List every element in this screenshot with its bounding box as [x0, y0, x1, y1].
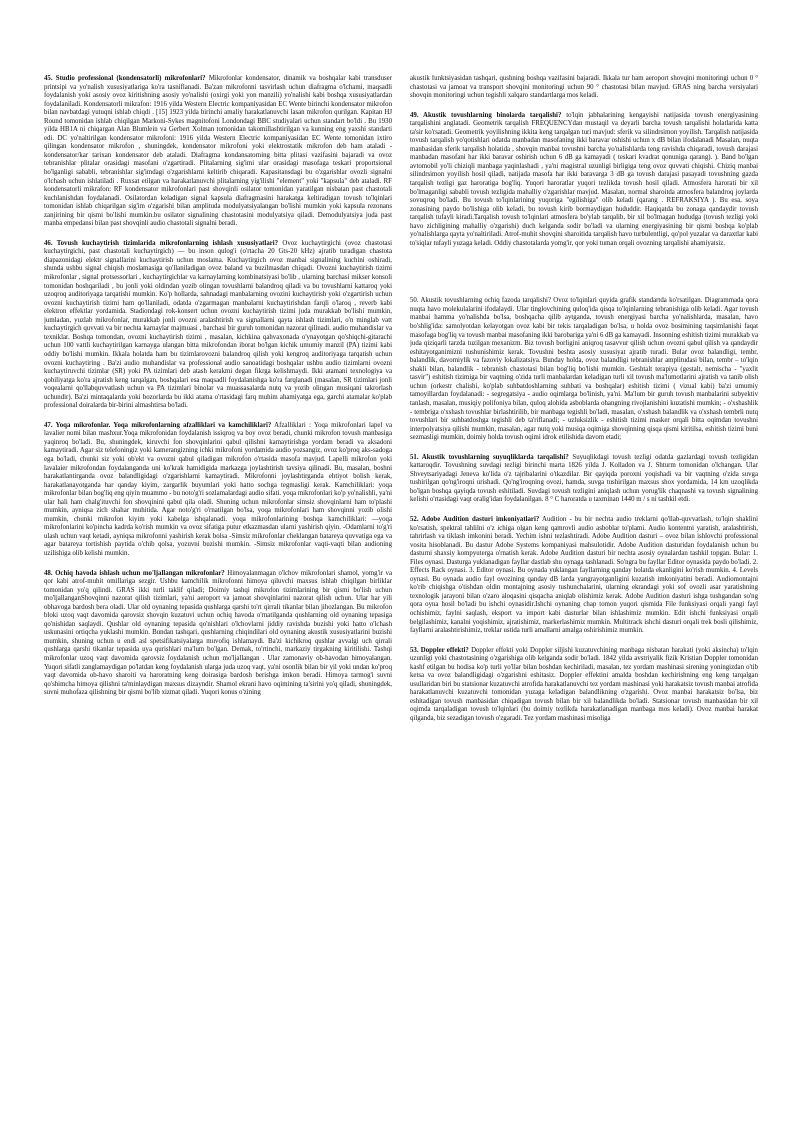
- entry-47-title: 47. Yoqa mikrofonlar. Yoqa mikrofonlarning afzalliklari va kamchiliklari?: [44, 421, 272, 429]
- entry-45-body: Mikrofonlar kondensator, dinamik va boshqalar kabi transduser printsipi va yo'nalish xususiyatlariga ko'ra tasniflanadi. Ba'zan mikrofonni tasvirlash uchun diafragma o'lchami, maqsadli foydalanish yoki asosiy ovoz kiritishning asosiy yo'nalishi (oxirgi yoki yon manzili) yo'nalishi kabi boshqa xususiyatlardan foydalaniladi. Kondensatorli mikrafon: 1916 yilda Western Electric kompaniyasidan EC Wente birinchi kondensator mikrofon bilan navbatdagi yutuqni ishlab chiqdi . [15] 1923 yilda birinchi amaliy harakatlanuvchi lasan mikrofon qurilgan. Kapitan HJ Round tomonidan ishlab chiqilgan Markoni-Sykes magnitofoni Londondagi BBC studiyalari uchun standart bo'ldi . Bu 1930 yilda HB1A ni chiqargan Alan Blumlein va Gerbert Xolman tomonidan takomillashtirilgan va kunning eng yaxshi standarti edi. DC yo'naltirilgan kondensator mikrofoni: 1916 yilda Western Electric kompaniyasidan EC Wente tomonidan ixtiro qilingan kondensator mikrofon , shuningdek, kondensator mikrofoni yoki elektrostatik mikrofon deb ham ataladi - kondensator/kar tarixan kondensator deb ataladi. Diafragma kondansatorning bitta plitasi vazifasini bajaradi va ovoz tebranishlar plitalar orasidagi masofani o'zgartiradi. Plitalarning sig'imi ular orasidagi masofaga teskari proportsional bo'lganligi sababli, tebranishlar sig'imdagi o'zgarishlarni keltirib chiqaradi. Kapasitansdagi bu o'zgarishlar ovozli signalni o'lchash uchun ishlatiladi . Ruxsat etilgan va harakatlanuvchi plitalarning yig'ilishi "element" yoki "kapsula" deb ataladi. RF kondensatorli mikrafon: RF kondensator mikrofonlari past shovqinli osilator tomonidan yaratilgan nisbatan past chastotali kuchlanishdan foydalanadi. Osilatordan keladigan signal kapsula diafragmasini harakatga keltiradigan tovush to'lqinlari tomonidan ishlab chiqarilgan sig'im o'zgarishi bilan amplituda modulyatsiyalangan bo'lishi mumkin yoki kapsula rezonans zanjirining bir qismi bo'lishi mumkin.bu osilator signalining chastotasini modulyatsiya qiladi. Demodulyatsiya juda past manba empedansi bilan past shovqinli audio chastotali signalni beradi.: [44, 75, 392, 228]
- entry-51-title: 51. Akustik tovushlarning suyuqliklarda tarqalishi?: [410, 453, 569, 461]
- entry-53: [410, 647, 758, 724]
- entry-51-body: Suyuqlikdagi tovush tezligi odatda gazlardagi tovush tezligidan kattaroqdir. Tovushning suvdagi tezligi birinchi marta 1826 yilda J. Kolladon va J. Shturm tomonidan o'lchangan. Ular Shveytsariyadagi Jeneva ko'lida o'z tajribalarini o'tkazdilar. Bir qayiqda poroxni yoqishadi va bir vaqtning o'zida suvga tushirilgan qo'ng'iroqni urishadi. Qo'ng'iroqning ovozi, hamda, suvga tushirilgan maxsus shox yordamida, 14 km uzoqlikda bo'lgan boshqa qayiqda tovush eshitiladi. Suvdagi tovush tezligini aniqlash uchun yorug'lik chaqnashi va tovush signalining kelishi o'rtasidagi vaqt oralig'idan foydalanilgan. 8 ° C haroratda u taxminan 1440 m / s ni tashkil etdi.: [410, 453, 758, 504]
- entry-51: [410, 454, 758, 505]
- entry-52-title: 52. Adobe Audition dasturi imkoniyatlari?: [410, 515, 540, 523]
- entry-48-continued: [410, 75, 758, 101]
- entry-45: [44, 75, 392, 229]
- entry-49-body: to'lqin jabhalarining kengayishi natijasida tovush energiyasining tarqalishini anglatadi. Geometrik tarqalish FREQUENCYdan mustaqil va deyarli barcha tovush tarqalishi holatlarida katta ta'sir ko'rsatadi. Geometrik yoyilishning ikkita keng tarqalgan turi mavjud: sferik va silindrsimon yoyilish. Tarqalish natijasida tovush tarqalish yo'qotishlari odatda manbadan masofaning ikki baravar oshishi uchun x dB bilan ifodalanadi Masalan, nuqta manbasidan sferik tarqalish holatida , shovqin manbai tovushni barcha yo'nalishlarda teng ravishda chiqaradi, tovush darajasi manbadan masofani har ikki baravar oshirish uchun 6 dB ga kamayadi ( teskari kvadrat qonuniga qarang). ). Band bo'lgan avtomobil yo'li chiziqli manbaga yaqinlashadi , ya'ni magistral uzunligi birligiga teng ovoz quvvati chiqishi. Chiziq manbai silindrsimon yoyilish hosil qiladi, natijada masofa har ikki baravarga 3 dB ga tovush darajasi pasayadi tovushning gazda tarqalish tezligi gaz haroratiga bog'liq. Yuqori haroratlar yuqori tezlikda tovush hosil qiladi. Atmosfera harorati bir xil bo'lmaganligi sababli tovush tezligida mahalliy o'zgarishlar mavjud. Masalan, normal sharoitda atmosfera balandroq joylarda sovuqroq bo'ladi. Bu tovush to'lqinlarining yuqoriga "egilishiga" olib keladi (qarang . REFRAKSIYA ). Bu esa, soya zonasining paydo bo'lishiga olib keladi, bu tovush kirib bormaydigan hududdir. Haqiqatda bu zonaga qandaydir tovush tarqalish tufayli kiradi.Tarqalish tovush to'lqinlari atmosfera bo'ylab tarqalib, bir xil bo'lmagan hududga (tovush tezligi yoki havo zichligining mahalliy o'zgarishi) duch kelganda sodir bo'ladi va ularning energiyasining bir qismi boshqa ko'plab yo'nalishlarga qayta yo'naltiriladi. Atrof-muhit shovqini sharoitida tarqalish havo turbulentligi, qo'pol yuzalar va daraxtlar kabi to'siqlar tufayli yuzaga keladi. Oddiy chastotalarda yomg'ir, qor yoki tuman orqali ovozning tarqalishi ahamiyatsiz.: [410, 111, 758, 247]
- entry-45-title: 45. Studio professional (kondensatorli) mikrofonlari?: [44, 75, 206, 82]
- left-column: [44, 75, 392, 1085]
- right-column: [410, 75, 758, 1085]
- entry-48-body: Himoyalanmagan o'lchov mikrofonlari shamol, yomg'ir va qor kabi atrof-muhit omillariga sezgir. Ushbu kamchilik mikrofonni himoya qiluvchi maxsus ishlab chiqilgan birliklar tomonidan yo'q qilindi. GRAS ikki turli taklif qiladi; Doimiy tashqi mikrofon tizimlarining bir qismi bo'lish uchun mo'ljallanganShovqinni nazorat qilish tizimlari, ya'ni aeroport va jamoat shovqinlarini nazorat qilish uchun. Ular har yili obhavoga bardosh bera oladi. Ular old oynaning tepasida qushlarga qarshi to'rt qirrali tikanlar bilan jihozlangan. Bu mikrofon bloki uzoq vaqt davomida qarovsiz shovqin kuzatuvi uchun ochiq havoda o'rnatilganda qushlarning old oynaning tepasiga qo'nishidan saqlaydi. Qushlar old oynaning tepasida qo'nishlari o'lchovlarni jiddiy ravishda buzishi yoki hatto o'lchash uskunasini ortiqcha yuklashi mumkin. Bundan tashqari, qushlarning chiqindilari old oynaning akustik xususiyatlarini buzishi mumkin, shuning uchun u endi asl spetsifikatsiyalarga muvofiq ishlamaydi. Ba'zi kichikroq qushlar avvalgi uch qirrali qushlarga qarshi tikanlar tepasida uya qurishlari ma'lum bo'lgan. Demak, to'rtinchi, markaziy tirgakning kiritilishi. Tashqi mikrofonlar uzoq vaqt davomida qarovsiz foydalanish uchun mo'ljallangan . Ular zamonaviy ob-havodan himoyalangan. Yuqori sifatli zanglamaydigan po'latdan keng foydalanish ularga juda uzoq vaqt, ya'ni osonlik bilan bir yil yoki undan ko'proq vaqt davomida ob-havo sharoiti va haroratning keng doirasiga bardosh berishga imkon beradi. Himoya tarmog'i suvni qo'shimcha himoya qilishni ta'minlaydigan maxsus dizayndir. Shamol ekrani havo oqimining ta'sirini yo'q qiladi, shuningdek, suvni muhofaza qilishning bir qismi bo'lib xizmat qiladi. Yuqori konus o'zining: [44, 569, 392, 697]
- entry-50: [410, 297, 758, 442]
- entry-48-continued-body: akustik funktsiyasidan tashqari, qushning boshqa vazifasini bajaradi. Ikkala tur ham aeroport shovqini monitoringi uchun 0 ° chastotasi va jamoat va transport shovqini monitoringi uchun 90 ° chastotasi bilan mavjud. GRAS ning barcha versiyalari shovqin monitoringi uchun tegishli xalqaro standartlarga mos keladi.: [410, 75, 758, 100]
- entry-46: [44, 240, 392, 411]
- entry-47: [44, 422, 392, 559]
- entry-49: [410, 112, 758, 249]
- entry-53-body: Doppler effekti yoki Doppler siljishi kuzatuvchining manbaga nisbatan harakati (yoki aksincha) to'lqin uzunligi yoki chastotasining o'zgarishiga olib kelganda sodir bo'ladi. 1842 yilda avstriyalik fizik Kristian Doppler tomonidan kashf etilgan bu hodisa ko'p turli yo'llar bilan boshdan kechiriladi, masalan, tez yordam mashinasi sirening yoningizdan o'tib ketsa va ovoz balandligidagi o'zgarishni eshitasiz. Doppler effektini amalda boshdan kechirishning eng keng tarqalgan usullaridan biri bu statsionar kuzatuvchi atrofida harakatlanuvchi tez yordam mashinasi yoki harakatsiz tovush manbai atrofida harakatlanuvchi kuzatuvchi tomonidan yuzaga keladigan balandlikning o'zgarishi. Ovoz manbai harakatsiz bo'lsa, biz eshitadigan tovush manbasidan chiqadigan tovush bilan bir xil balandlikda bo'ladi. Statsionar tovush manbasidan bir xil oqimda tarqaladigan tovush to'lqinlari (bu doimiy tezlikda harakatlanadigan manbaga mos keladi). Ovoz manbai harakat qilganda, biz sezadigan tovush o'zgaradi. Tez yordam mashinasi misoliga: [410, 646, 758, 722]
- entry-52: [410, 516, 758, 636]
- entry-48: [44, 570, 392, 698]
- column-gap: [410, 259, 758, 297]
- entry-50-body: 50. Akustik tovushlarning ochiq fazoda tarqalishi? Ovoz to'lqinlari quyida grafik standartda ko'rsatilgan. Diagrammada qora nuqta havo molekulalarini ifodalaydi. Ular tinglovchining quloq'ida qisqa to'lqinlarning tebranishiga olib keladi. Agar tovush manbai hamma yo'nalishda bo'lsa, boshqacha qilib aytganda, tovush energiyasi barcha yo'nalishlarda, masalan, havo bo'shlig'ida: samolyotdan kelayotgan ovoz kabi bir tekis tarqaladigan bo'lsa, u holda ovoz bosimining taqsimlanishi faqat masofaga bog'liq va tovush manbai masofaning ikki barobariga ya'ni 6 dB ga kamayadi. Insonning eshitish tizimi murakkab va juda qiziqarli tarzda tuzilgan mexanizm. Biz tovush borligini aniqroq tasavvur qilish uchun ovozni qabul qilish va qandaydir eshitayotganimizni tushunishimiz kerak. Tovushni beshta asosiy xususiyat ajratib turadi. Bular ovoz balandligi, tembr, balandlik, davomiylik va fazoviy lokalizatsiya. Bunday holda, ovoz balandligi tebranishlar amplitudasi bilan, tembr – to'lqin shakli bilan, balandlik - tebranish chastotasi bilan bog'liq bo'lishi mumkin. Geshtalt terapiya (gestalt, nemischa - "yaxlit tasvir") eshitish tizimiga bir vaqtning o'zida turli manbalardan keladigan turli xil tovush ma'lumotlarini ajratish va tanib olish uchun (orkestr chalishi, ko'plab suhbatdoshlarning suhbati va boshqalar) eshitish tizimi ( vizual kabi) ba'zi umumiy tamoyillardan foydalanadi: - segregatsiya - audio oqimlarga bo'linish, ya'ni. Ma'lum bir guruh tovush manbalarini subyektiv tanlash, masalan, musiqiy polifoniya bilan, quloq alohida asboblarda ohangning rivojlanishini kuzatishi mumkin; - o'xshashlik - tembriga o'xshash tovushlar birlashtirilib, bir manbaga tegishli bo'ladi, masalan, o'xshash balandlik va o'xshash tembrli nutq tovushlari bir suhbatdoshga tegishli deb ta'riflanadi; - uzluksizlik - eshitish tizimi masker orqali bitta oqimdan tovushni interpolyatsiya qilishi mumkin, masalan, agar nutq yoki musiqa oqimiga shovqinning qisqa qismi kiritilsa, eshitish tizimi buni sezmasligi mumkin, doimiy holda tovush oqimi idrok etilishida davom etadi;: [410, 297, 758, 442]
- entry-46-body: Ovoz kuchaytirgichi (ovoz chastotasi kuchaytirgichi, past chastotali kuchaytirgich) — bu inson qulog'i (o'rtacha 20 Gts-20 kHz) ajratib turadigan chastota diapazonidagi elektr signallarini kuchaytirish uchun moslama. Kuchaytirgich ovoz manbai signalining kuchini oshiradi, shunda ushbu signal chiqish moslamasiga qo'llaniladigan ovoz baland va buzilmasdan chiqadi. Ovozni kuchaytirish tizimi mikrofonlar , signal protsessorlari , kuchaytirgichlar va karnaylarning kombinatsiyasi bo'lib , ularning barchasi mikser konsoli tomonidan boshqariladi , bu jonli yoki oldindan yozib olingan tovushlarni balandroq qiladi va bu tovushlarni kattaroq yoki uzoqroq auditoriyaga tarqatishi mumkin. Ko'p hollarda, sahnadagi manbalarning ovozini kuchaytirish yoki o'zgartirish uchun ovozni kuchaytirish tizimi ham qo'llaniladi, odatda o'zgarmagan manbalarni kuchaytirishdan farqli o'laroq , reverb kabi elektron effektlar yordamida. Stadiondagi rok-konsert uchun ovozni kuchaytirish tizimi juda murakkab bo'lishi mumkin, jumladan, yuzlab mikrofonlar, murakkab jonli ovozni aralashtirish va signallarni qayta ishlash tizimlari, o'n minglab vatt kuchaytirgich quvvati va bir nechta karnaylar majmuasi , barchasi bir guruh tomonidan nazorat qilinadi. audio muhandislar va texniklar. Boshqa tomondan, ovozni kuchaytirish tizimi , masalan, kichkina qahvaxonada o'ynayotgan qo'shiqchi-gitarachi uchun 100 vattli kuchaytirilgan karnayga ulangan bitta mikrofondan iborat bo'lgan kichik umumiy manzil (PA) tizimi kabi oddiy bo'lishi mumkin. Ikkala holatda ham bu tizimlarovozni balandroq qilish yoki kengroq auditoriyaga tarqatish uchun ovozni kuchaytiring . Ba'zi audio muhandislar va professional audio sanoatidagi boshqalar ushbu audio tizimlarni ovozni kuchaytiruvchi tizimlar (SR) yoki PA tizimlari deb atash kerakmi degan fikrga kelishmaydi. Ikki atamani texnologiya va qobiliyatga ko'ra ajratish keng tarqalgan, boshqalari esa maqsadli foydalanishga ko'ra farqlanadi (masalan, SR tizimlari jonli voqealarni qo'llabquvvatlash uchun va PA tizimlari binolar va muassasalarda nutq va yozib olingan musiqani takrorlash uchundir). Ba'zi mintaqalarda yoki bozorlarda bu ikki atama o'rtasidagi farq muhim ahamiyatga ega, garchi atamalar ko'plab professional doiralarda bir-birini almashtirsa bo'ladi.: [44, 239, 392, 410]
- entry-47-body: Afzalliklari : Yoqa mikrofonlari lapel va lavalier nomi bilan mashxur.Yoqa mikrofonidan foydalanish issiqroq va boy ovoz beradi, chunki mikrofon tovush manbasiga yaqinroq bo'ladi. Bu, shuningdek, kiruvchi fon shovqinlarini qabul qilishni kamaytirishga yordam beradi va aksadoni kamaytiradi. Agar siz telefoningiz yoki kamerangizning ichki mikrofoni yordamida audio yozsangiz, ovoz ko'proq aks-sadoga ega bo'ladi, chunki siz yoki ob'ekt va ovozni qabul qiladigan mikrofon o'rtasida masofa mavjud. Lapelli mikrofon yoki lavalaier mikrofondan foydalanganda uni ko'krak hamidigida markazga joylashtirish tavsiya qilinadi. Bu, masalan, boshni harakatlantirganda ovoz balandligidagi o'zgarishlarni kamaytiradi. Mikrofonni joylashtirganda ehtiyot bolish kerak, harakatlanayotganda har qanday kiyim, zargarlik buyumlari yoki hatto sochga tegmasligi kerak. Kamchiliklari: yoqa mikrofonlar bilan bog'liq eng qiyin muammo - bu noto'g'ri sozlamalardagi audio sifati. yoqa mikrofonlari ko'p yo'nalishli, ya'ni ular hali ham chalg'ituvchi fon shovqinini qabul qila oladi. Shuning uchun mikrofonlar simsiz shovqinlarni ham to'plashi mumkin, ayniqsa zich shahar muhitida. Agar noto'g'ri o'rnatilgan bo'lsa, yoqa mikrofonlari ham shovqinni yozib olishi mumkin, chunki mikrofon kiyim yoki kabelga ishqalanadi. yoqa mikrofonlarining boshqa kamchiliklari: —yoqa mikrofonlarini ko'pincha kadrda ko'rish mumkin va ovoz sifatiga putur etkazmasdan ularni yashirish qiyin. -Odamlarni to'g'ri ulash uchun vaqt ketadi, ayniqsa mikrofonni yashirish kerak bolsa -Simsiz mikrofonlar cheklangan batareya quvvatiga ega va agar batareya tortishish paytida o'chib qolsa, yozuvni buzishi mumkin. -Simsiz mikrofonlar vaqti-vaqti bilan audioning uzilishiga olib kelishi mumkin.: [44, 421, 392, 557]
- entry-48-title: 48. Ochiq havoda ishlash uchun mo'ljallangan mikrofonlar?: [44, 569, 225, 577]
- entry-53-title: 53. Doppler effekti?: [410, 646, 469, 654]
- entry-46-title: 46. Tovush kuchaytirish tizimlarida mikrofonlarning ishlash xususiyatlari?: [44, 239, 279, 247]
- entry-49-title: 49. Akustik tovushlarning binolarda tarqalishi?: [410, 111, 562, 119]
- entry-52-body: Audition - bu bir nechta audio treklarni qo'llab-quvvatlash, to'lqin shaklini ko'rsatish, spektral tahlilni o'z ichiga olgan keng qamrovli audio asboblar to'plami. Audio kontentni yaratish, aralashtirish, tahrirlash va tiklash imkonini beradi. Yechim ishni tezlashtiradi. Adobe Audition dasturi – ovoz bilan ishlovchi professional vosita hisoblanadi. Bu dastur Adobe Systems kompaniyasi mahsulotidir. Adobe Audition dasturidan foydalanish uchun bu dasturni shaxsiy kompyuterga o'rnatish kerak. Adobe Audition dasturi bir nechta asosiy oynalardan tashkil topgan. Bular: 1. Files oynasi. Dasturga yuklanadigan fayllar dastlab shu oynaga tashlanadi. So'ngra bu fayllar Editor oynasida paydo bo'ladi. 2. Effects Rack oynasi. 3. Editor oynasi. Bu oynada yuklangan fayllarning qanday holatda ekanligini ko'rish mumkin. 4. Levels oynasi. Bu oynada audio fayl ovozining qanday dB larda yangrayotganligini kuzatish imkoniyatini beradi. Audiomontajni ko'rib chiqishga o'tishdan oldin montajning asosiy tushunchalarini, ularning ekrandagi yoki sof ovozli asar yaratishning texnologik jarayoni bilan o'zaro aloqasini qisqacha aniqlab olishimiz kerak. Adobe Audition dasturi ishga tushgandan so'ng qora oyna hosil bo'ladi bu ishchi oynasidir.Ishchi oynaning chap tomon yuqori qismida File funksiyasi orqali yangi fayl ochishimiz, faylni saqlash, eksport va import kabi dasturlar bilan ishlashimiz mumkin. Edit ishchi funksiyasi orqali belgilashimiz, kanalni yoqishimiz, ajratishimiz, markerlashimiz mumkin. Multitrack ishchi dasturi orqali trek bosli qilishimiz, fayllarni aralashtirishimiz, treklar ustida turli amallarni amalga oshirishimiz mumkin.: [410, 515, 758, 635]
- document-page: [44, 75, 758, 1085]
